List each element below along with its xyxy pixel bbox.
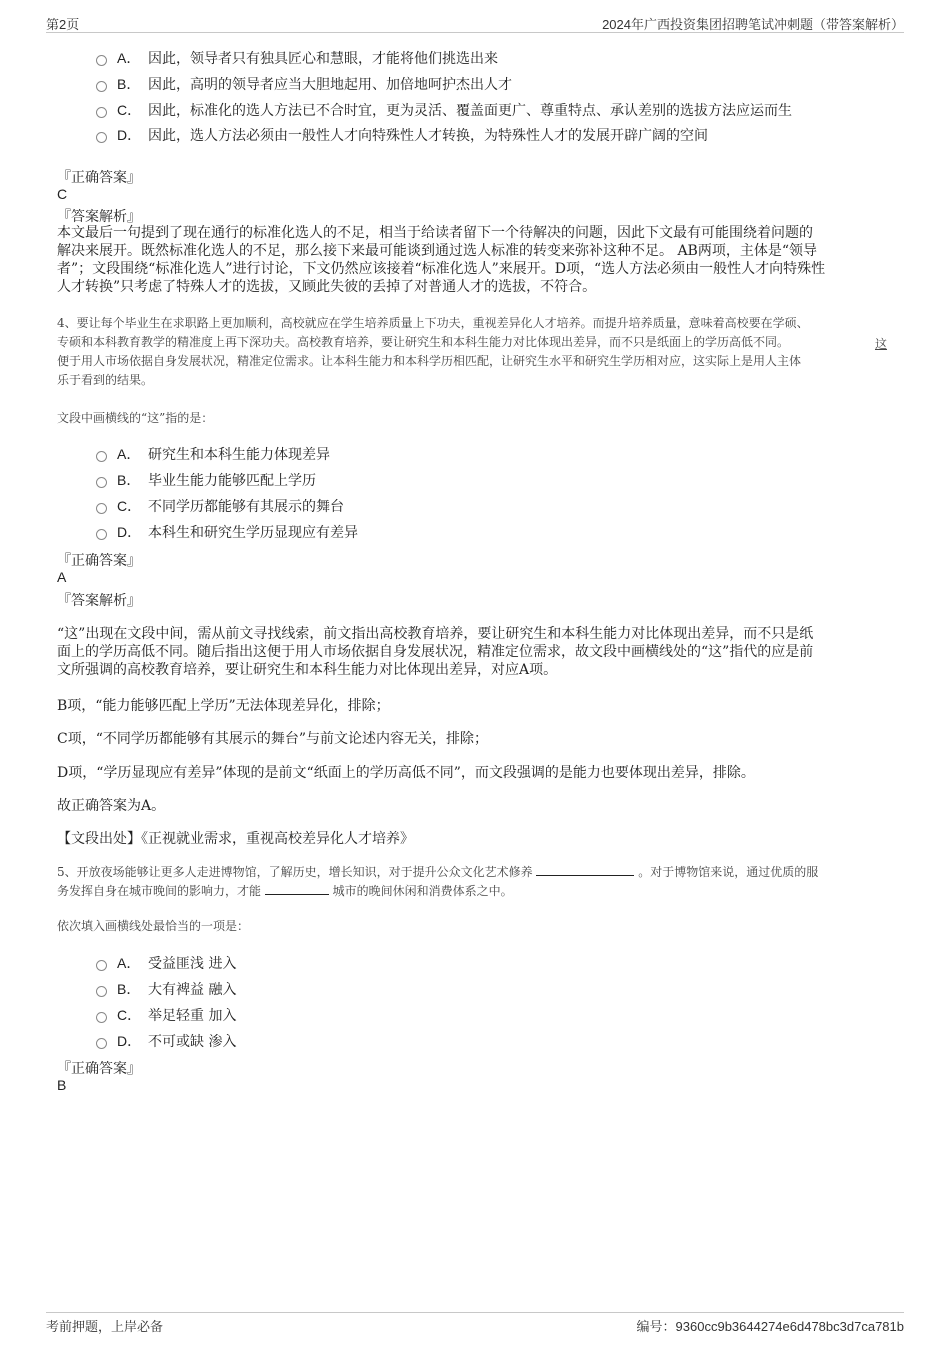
q5-question: 依次填入画横线处最恰当的一项是： [57,919,250,933]
q5-option-d[interactable]: D． 不可或缺 渗入 [96,1031,236,1051]
q5-option-c[interactable]: C． 举足轻重 加入 [96,1005,236,1025]
radio-icon[interactable] [96,55,107,66]
q4-stem: 4、要让每个毕业生在求职路上更加顺利，高校就应在学生培养质量上下功夫，重视差异化人才培养。而提升培养质量，意味着高校要在学硕、 专硕和本科教育教学的精准度上再下深功夫。高校教育培养，要让研究生和本科生能力对比体现出差异，而不只是纸面上的学历高低不同。 便于用人市场依据自身发展状况，精准定位需求。让本科生能力和本科学历相匹配，让研究生水平和研究生学历相对应，这实际上是用人主体 乐于看到的结果。 [57,316,809,387]
radio-icon[interactable] [96,81,107,92]
radio-icon[interactable] [96,451,107,462]
q4-analysis-d: D项，“学历显现应有差异”体现的是前文“纸面上的学历高低不同”，而文段强调的是能力也要体现出差异，排除。 [57,765,755,781]
radio-icon[interactable] [96,132,107,143]
radio-icon[interactable] [96,1038,107,1049]
radio-icon[interactable] [96,477,107,488]
q4-option-b[interactable]: B． 毕业生能力能够匹配上学历 [96,470,316,490]
q3-analysis: 本文最后一句提到了现在通行的标准化选人的不足，相当于给读者留下一个待解决的问题，因此下文最有可能围绕着问题的 解决来展开。既然标准化选人的不足，那么接下来最可能谈到通过选人标准的转变来弥补这种不足。 AB两项，主体是“领导 者”；文段围绕“标准化选人”进行讨论，下文仍然应该接着“标准化选人”来展开。D项，“选人方法必须由一般性人才向特殊性 人才转换”只考虑了特殊人才的选拔，又顾此失彼的丢掉了对普通人才的选拔，不符合。 [57,225,826,295]
page-number: 第2页 [46,17,80,32]
fill-blank-2[interactable] [265,882,329,895]
q5-answer-label: 『正确答案』 [57,1061,141,1077]
q4-option-d[interactable]: D． 本科生和研究生学历显现应有差异 [96,522,358,542]
radio-icon[interactable] [96,986,107,997]
q4-analysis-paragraph: “这”出现在文段中间，需从前文寻找线索，前文指出高校教育培养，要让研究生和本科生能力对比体现出差异，而不只是纸 面上的学历高低不同。随后指出这便于用人市场依据自身发展状况，精准定位需求，故文段中画横线处的“这”指代的应是前 文所强调的高校教育培养，要让研究生和本科生能力对比体现出差异，对应A项。 [57,626,814,678]
q3-analysis-label: 『答案解析』 [57,209,141,225]
q3-option-d[interactable]: D． 因此，选人方法必须由一般性人才向特殊性人才转换，为特殊性人才的发展开辟广阔的空间 [96,125,708,145]
q4-analysis-c: C项，“不同学历都能够有其展示的舞台”与前文论述内容无关，排除； [57,731,489,747]
q4-answer-label: 『正确答案』 [57,553,141,569]
q3-option-c[interactable]: C． 因此，标准化的选人方法已不合时宜，更为灵活、覆盖面更广、尊重特点、承认差别的选拔方法应运而生 [96,100,792,120]
q3-answer: C [57,186,68,202]
footer-slogan: 考前押题，上岸必备 [46,1319,164,1334]
q4-answer: A [57,569,67,585]
radio-icon[interactable] [96,1012,107,1023]
q5-option-a[interactable]: A． 受益匪浅 进入 [96,953,236,973]
document-code: 编号：9360cc9b3644274e6d478bc3d7ca781b [636,1319,904,1334]
q3-option-b[interactable]: B． 因此，高明的领导者应当大胆地起用、加倍地呵护杰出人才 [96,74,512,94]
q5-answer: B [57,1077,67,1093]
q4-source: 【文段出处】《正视就业需求，重视高校差异化人才培养》 [57,831,414,847]
radio-icon[interactable] [96,960,107,971]
q4-option-a[interactable]: A． 研究生和本科生能力体现差异 [96,444,330,464]
q4-analysis-label: 『答案解析』 [57,593,141,609]
q5-stem: 5、开放夜场能够让更多人走进博物馆，了解历史，增长知识，对于提升公众文化艺术修养 。对于博物馆来说，通过优质的服 务发挥自身在城市晚间的影响力，才能 城市的晚间休闲和消费体系之中。 [57,865,819,898]
q5-option-b[interactable]: B． 大有裨益 融入 [96,979,236,999]
document-title: 2024年广西投资集团招聘笔试冲刺题（带答案解析） [602,17,904,32]
q3-answer-label: 『正确答案』 [57,170,141,186]
fill-blank-1[interactable] [536,863,634,876]
q4-analysis-b: B项，“能力能够匹配上学历”无法体现差异化，排除； [57,698,390,714]
q4-conclusion: 故正确答案为A。 [57,798,166,814]
radio-icon[interactable] [96,529,107,540]
q4-option-c[interactable]: C． 不同学历都能够有其展示的舞台 [96,496,344,516]
radio-icon[interactable] [96,503,107,514]
page-footer [46,1312,904,1333]
q4-question: 文段中画横线的“这”指的是： [57,411,214,425]
radio-icon[interactable] [96,107,107,118]
q3-option-a[interactable]: A． 因此，领导者只有独具匠心和慧眼，才能将他们挑选出来 [96,48,498,68]
page-header [46,14,904,33]
q4-underlined-word: 这 [875,337,888,351]
